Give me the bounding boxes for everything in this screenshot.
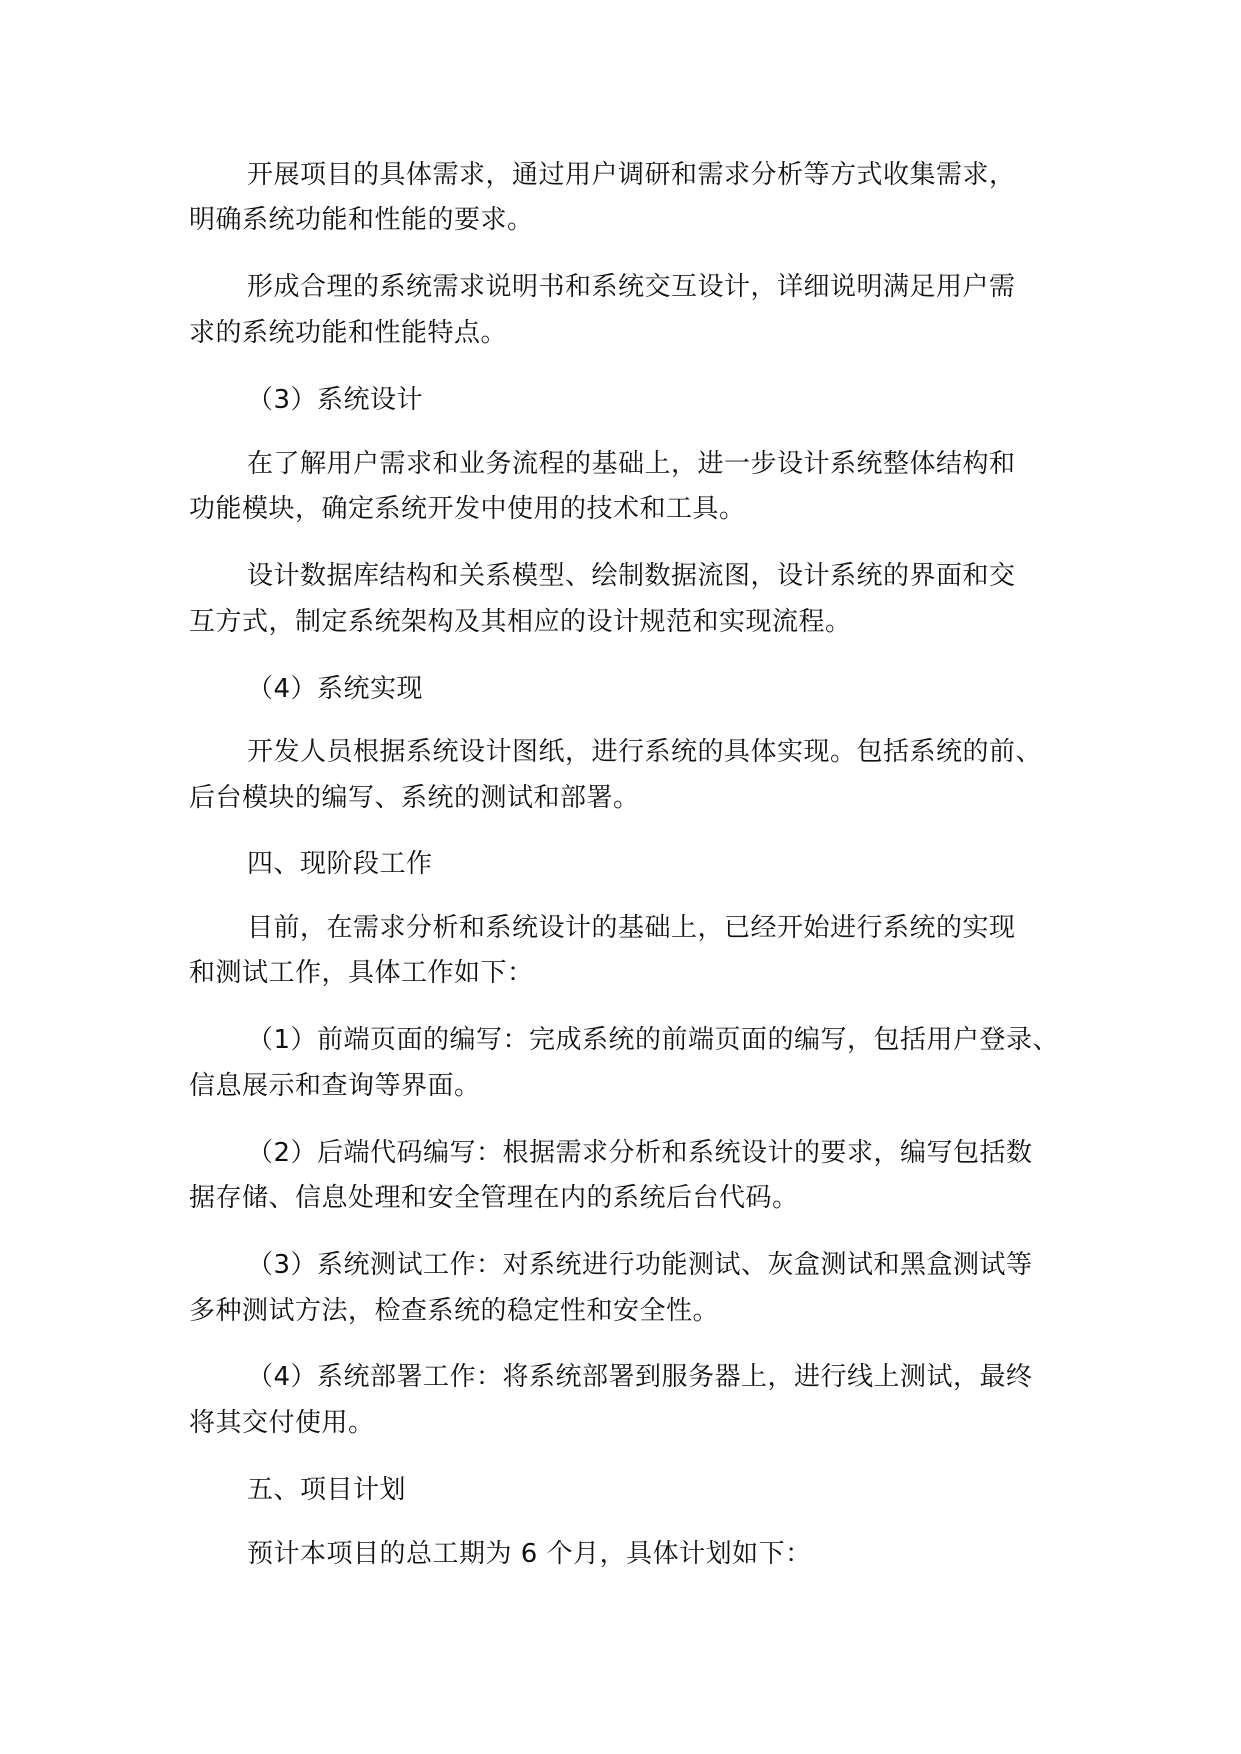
paragraph-line: 信息展示和查询等界面。 [189,1071,481,1101]
paragraph-line: 开展项目的具体需求，通过用户调研和需求分析等方式收集需求， [247,160,1016,190]
paragraph-line: 将其交付使用。 [189,1408,375,1438]
section-heading: 五、项目计划 [247,1475,407,1505]
paragraph-line: 多种测试方法，检查系统的稳定性和安全性。 [189,1296,720,1326]
paragraph-line: （1）前端页面的编写：完成系统的前端页面的编写，包括用户登录、 [247,1025,1060,1055]
paragraph-line: 设计数据库结构和关系模型、绘制数据流图，设计系统的界面和交 [247,561,1016,591]
paragraph-line: 开发人员根据系统设计图纸，进行系统的具体实现。包括系统的前、 [247,737,1043,767]
section-heading: （4）系统实现 [247,674,424,704]
paragraph-line: 求的系统功能和性能特点。 [189,318,508,348]
paragraph-line: （3）系统测试工作：对系统进行功能测试、灰盒测试和黑盒测试等 [247,1250,1033,1280]
paragraph-line: 功能模块，确定系统开发中使用的技术和工具。 [189,494,746,524]
paragraph-line: 明确系统功能和性能的要求。 [189,205,534,235]
section-heading: 四、现阶段工作 [247,849,433,879]
paragraph-line: （2）后端代码编写：根据需求分析和系统设计的要求，编写包括数 [247,1138,1033,1168]
paragraph-line: 形成合理的系统需求说明书和系统交互设计，详细说明满足用户需 [247,272,1016,302]
paragraph-line: 后台模块的编写、系统的测试和部署。 [189,783,640,813]
paragraph-line: 据存储、信息处理和安全管理在内的系统后台代码。 [189,1183,799,1213]
paragraph-line: （4）系统部署工作：将系统部署到服务器上，进行线上测试，最终 [247,1362,1033,1392]
section-heading: （3）系统设计 [247,385,424,415]
paragraph-line: 目前，在需求分析和系统设计的基础上，已经开始进行系统的实现 [247,913,1016,943]
paragraph-line: 预计本项目的总工期为 6 个月，具体计划如下： [247,1539,812,1569]
paragraph-line: 互方式，制定系统架构及其相应的设计规范和实现流程。 [189,607,852,637]
paragraph-line: 和测试工作，具体工作如下： [189,958,534,988]
paragraph-line: 在了解用户需求和业务流程的基础上，进一步设计系统整体结构和 [247,449,1016,479]
